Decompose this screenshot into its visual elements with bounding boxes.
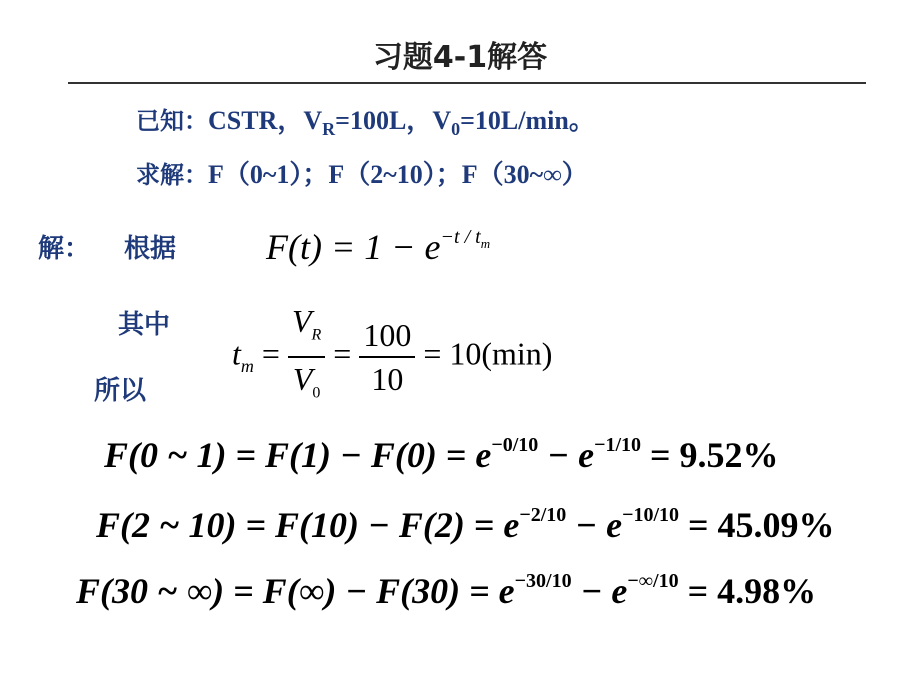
- solve-label: 求解：: [136, 161, 208, 189]
- result3-exp1: −30/10: [514, 570, 572, 592]
- solve-items: F（0~1）；F（2~10）；F（30~∞）: [208, 160, 588, 189]
- tm-lhs: t: [232, 335, 241, 372]
- tm-lhs-sub: m: [240, 356, 254, 377]
- frac2-numerator: 100: [359, 314, 415, 358]
- vr-over-v0-fraction: [288, 300, 325, 415]
- result2-value: = 45.09%: [679, 505, 835, 545]
- result2-exp1: −2/10: [519, 504, 567, 526]
- result1-exp2: −1/10: [594, 434, 642, 456]
- according-label: 根据: [124, 234, 177, 264]
- cstr-text: CSTR，: [208, 106, 304, 135]
- f-formula-exponent-sub: m: [480, 236, 491, 251]
- tm-result: = 10(min): [423, 335, 553, 372]
- mean-residence-time-formula: $t_m$ = $\frac{V_R}{V_0}$ = $\frac{100}{10}$ = 10(min): [232, 300, 552, 415]
- result-line-3: [76, 570, 816, 612]
- result1-value: = 9.52%: [641, 435, 779, 475]
- f-formula-exponent: −t / t: [440, 226, 481, 248]
- solution-label: 解：: [38, 234, 91, 264]
- therefore-label: 所以: [94, 376, 147, 406]
- frac1-numerator: V: [291, 303, 312, 339]
- vr-subscript: R: [322, 119, 336, 140]
- vr-letter: V: [303, 106, 323, 135]
- result3-lhs: F(30 ~ ∞) = F(∞) − F(30) = e: [76, 571, 515, 611]
- where-label: 其中: [118, 310, 171, 340]
- v0-letter: V: [432, 106, 452, 135]
- result3-exp2: −∞/10: [627, 570, 679, 592]
- result2-lhs: F(2 ~ 10) = F(10) − F(2) = e: [96, 505, 520, 545]
- result3-mid: − e: [571, 571, 628, 611]
- title-divider: [68, 82, 866, 84]
- frac1-denominator-sub: 0: [312, 384, 321, 402]
- v0-value: =10L/min。: [460, 106, 595, 135]
- frac1-numerator-sub: R: [311, 326, 322, 344]
- frac2-denominator: 10: [371, 361, 404, 398]
- result2-exp2: −10/10: [622, 504, 680, 526]
- result2-mid: − e: [566, 505, 623, 545]
- result-line-1: [104, 434, 779, 476]
- vr-value: =100L，: [335, 106, 433, 135]
- result1-exp1: −0/10: [491, 434, 539, 456]
- solve-line: [136, 154, 588, 191]
- frac1-denominator: V: [292, 361, 313, 398]
- result3-value: = 4.98%: [678, 571, 817, 611]
- distribution-formula: [266, 226, 490, 268]
- known-label: 已知：: [136, 107, 208, 135]
- result-line-2: [96, 504, 835, 546]
- v0-subscript: 0: [451, 119, 461, 140]
- known-line: [136, 100, 595, 140]
- slide-title: 习题4-1解答: [372, 40, 548, 75]
- result1-lhs: F(0 ~ 1) = F(1) − F(0) = e: [104, 435, 492, 475]
- f-formula-lhs: F(t) = 1 − e: [266, 227, 441, 267]
- numeric-fraction: [359, 314, 415, 400]
- result1-mid: − e: [538, 435, 595, 475]
